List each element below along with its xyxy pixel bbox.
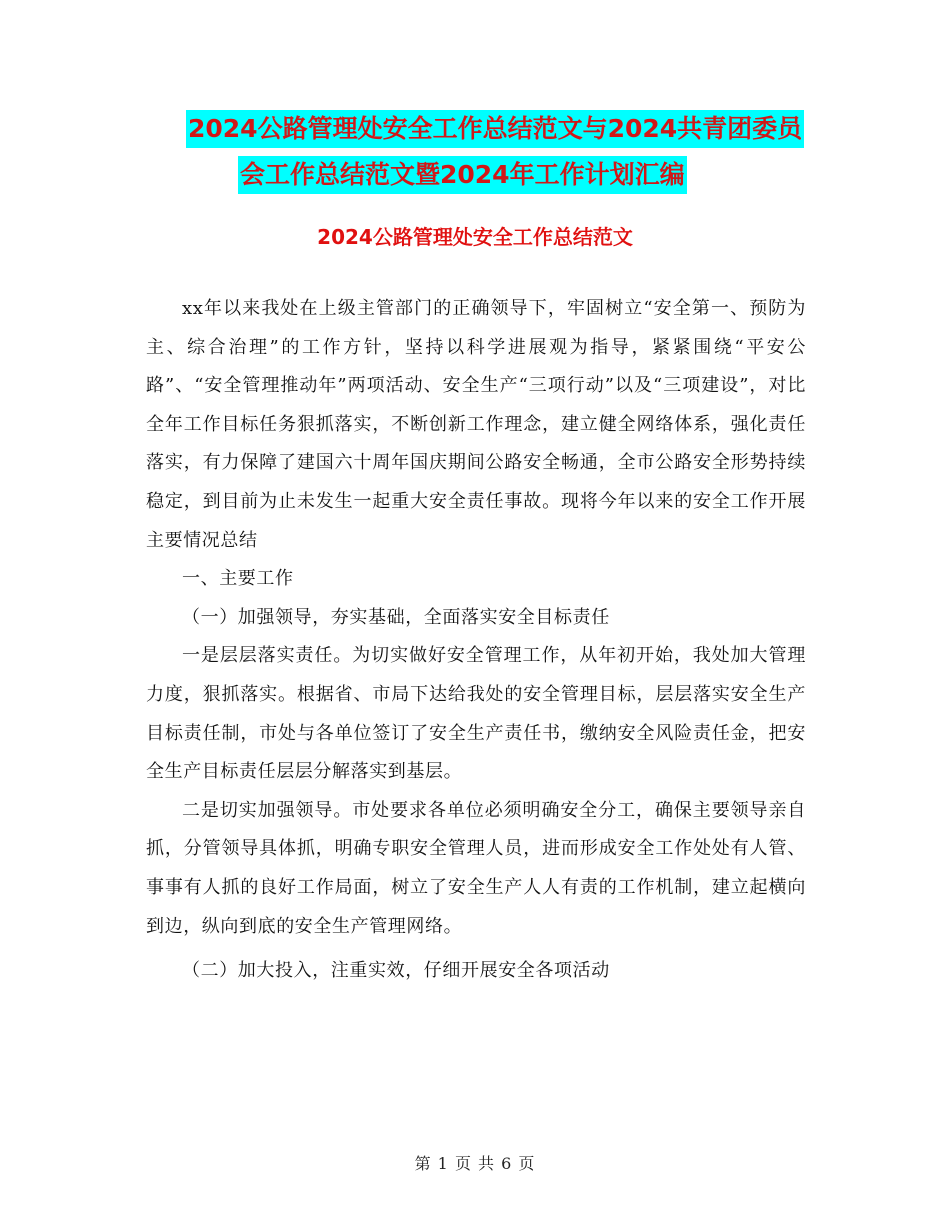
subsection-heading-1: （一）加强领导，夯实基础，全面落实安全目标责任 [182, 606, 610, 628]
page-footer: 第 1 页 共 6 页 [414, 1154, 536, 1173]
intro-paragraph: xx年以来我处在上级主管部门的正确领导下，牢固树立“安全第一、预防为主、综合治理”的工作方针，坚持以科学进展观为指导，紧紧围绕“平安公路”、“安全管理推动年”两项活动、安全生产“三项行动”以及“三项建设”，对比全年工作目标任务狠抓落实，不断创新工作理念，建立健全网络体系，强化责任落实，有力保障了建国六十周年国庆期间公路安全畅通，全市公路安全形势持续稳定，到目前为止未发生一起重大安全责任事故。现将今年以来的安全工作开展主要情况总结 [146, 298, 806, 551]
subsection-heading-2: （二）加大投入，注重实效，仔细开展安全各项活动 [182, 960, 610, 982]
title-line-1: 2024公路管理处安全工作总结范文与2024共青团委员 [186, 110, 804, 148]
section-subtitle: 2024公路管理处安全工作总结范文 [317, 225, 633, 249]
document-body [146, 290, 806, 991]
title-line-2: 会工作总结范文暨2024年工作计划汇编 [238, 156, 687, 194]
section-heading-main-work: 一、主要工作 [182, 568, 294, 590]
paragraph-leadership: 二是切实加强领导。市处要求各单位必须明确安全分工，确保主要领导亲自抓，分管领导具体抓，明确专职安全管理人员，进而形成安全工作处处有人管、事事有人抓的良好工作局面，树立了安全生产人人有责的工作机制，建立起横向到边，纵向到底的安全生产管理网络。 [146, 799, 806, 937]
paragraph-responsibility: 一是层层落实责任。为切实做好安全管理工作，从年初开始，我处加大管理力度，狠抓落实。根据省、市局下达给我处的安全管理目标，层层落实安全生产目标责任制，市处与各单位签订了安全生产责任书，缴纳安全风险责任金，把安全生产目标责任层层分解落实到基层。 [146, 645, 806, 783]
